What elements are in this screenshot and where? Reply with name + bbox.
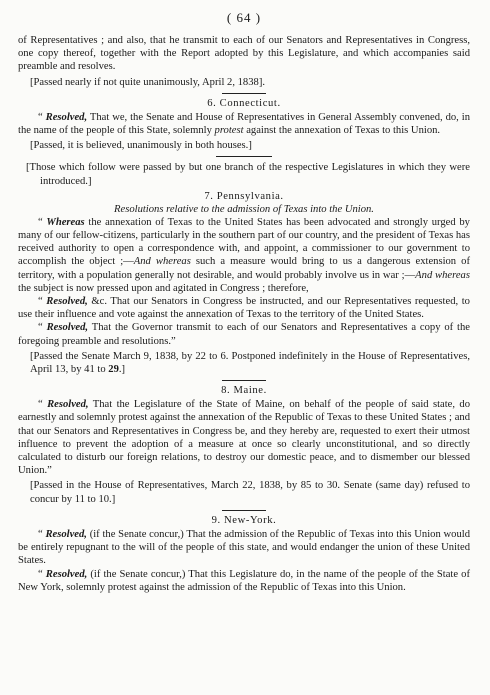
intro-paragraph: of Representatives ; and also, that he transmit to each of our Senators and Representatives in Congress, one copy thereof, together with the Report adopted by this Legislature, and which accompanies said preamble and resolves. (18, 35, 470, 73)
open-quote: “ (38, 322, 43, 334)
resolution-text: against the annexation of Texas to this Union. (243, 125, 441, 137)
note-text: [Passed the Senate March 9, 1838, by 22 to 6. Postponed indefinitely in the House of Representatives, April 13, by 41 to (30, 350, 470, 376)
note-text: .] (118, 364, 126, 376)
protest-word: protest (214, 125, 244, 137)
resolved-label: Resolved, (45, 528, 87, 540)
heading-connecticut: 6. Connecticut. (207, 97, 281, 109)
resolved-label: Resolved, (45, 111, 88, 123)
resolved-label: Resolved, (47, 399, 89, 411)
resolved-label: Resolved, (46, 322, 89, 334)
pennsylvania-preamble (18, 216, 470, 295)
preamble-text: such a measure would bring to us a dangerous extension of territory, with a population generally not desirable, and would probably involve us in war ;— (18, 256, 470, 281)
section-divider (222, 510, 266, 511)
maine-resolution (18, 398, 470, 477)
page-number: ( 64 ) (226, 10, 262, 25)
resolved-label: Resolved, (46, 296, 88, 308)
new-york-resolution-2 (18, 568, 470, 594)
resolution-text: (if the Senate concur,) That the admission of the Republic of Texas into this Union would be entirely repugnant to the will of the people of this state, and would endanger the union of these United States. (18, 528, 470, 567)
section-divider (216, 156, 272, 157)
heading-pennsylvania: 7. Pennsylvania. (204, 190, 284, 202)
and-whereas-label: And whereas (415, 269, 470, 281)
bracket-note: [Those which follow were passed by but one branch of the respective Legislatures in which they were introduced.] (26, 162, 470, 187)
section-divider (222, 380, 266, 381)
heading-maine: 8. Maine. (221, 385, 267, 397)
connecticut-resolution (18, 111, 470, 137)
intro-passage-note: [Passed nearly if not quite unanimously, April 2, 1838]. (30, 76, 265, 88)
resolution-text: &c. That our Senators in Congress be instructed, and our Representatives requested, to use their influence and vote against the annexation of Texas to the territory of the United States. (18, 296, 470, 321)
preamble-text: the subject is now pressed upon and agitated in Congress ; therefore, (18, 282, 309, 294)
open-quote: “ (38, 568, 43, 580)
preamble-text: the annexation of Texas to the United States has been advocated and strongly urged by many of our fellow-citizens, particularly in the southern part of our country, and the president of Texas has received authority to open a correspondence with, and appoint, a commissioner to our government to accomplish the object ;— (18, 216, 470, 268)
section-divider (222, 93, 266, 94)
resolution-text: That the Governor transmit to each of our Senators and Representatives a copy of the foregoing preamble and resolutions.” (18, 322, 470, 347)
new-york-resolution-1 (18, 528, 470, 568)
pennsylvania-passage-note (18, 350, 470, 376)
resolved-label: Resolved, (45, 568, 88, 580)
subheading-pennsylvania: Resolutions relative to the admission of Texas into the Union. (114, 203, 374, 215)
vote-count: 29 (108, 364, 119, 376)
whereas-word: whereas (155, 256, 191, 268)
pennsylvania-resolution-1 (18, 295, 470, 321)
open-quote: “ (38, 296, 43, 308)
resolution-text: (if the Senate concur,) That this Legislature do, in the name of the people of the State of New York, solemnly protest against the admission of the Republic of Texas into this Union. (18, 568, 470, 593)
open-quote: “ (38, 399, 43, 411)
pennsylvania-resolution-2 (18, 321, 470, 347)
resolution-text: That the Legislature of the State of Maine, on behalf of the people of said state, do earnestly and solemnly protest against the annexation of the Republic of Texas to these United States ; and that our Senators and Representatives in Congress be, and they hereby are, requested to exert their utmost influence to prevent the adoption of a measure at once so clearly unconstitutional, and so directly calculated to disturb our foreign relations, to destroy our domestic peace, and to dismember our blessed Union.” (18, 399, 470, 477)
heading-new-york: 9. New-York. (211, 514, 277, 526)
maine-passage-note: [Passed in the House of Representatives, March 22, 1838, by 85 to 30. Senate (same day) refused to concur by 11 to 10.] (30, 480, 470, 505)
whereas-label: Whereas (46, 216, 85, 228)
open-quote: “ (38, 216, 43, 228)
resolution-text: That we, the Senate and House of Representatives in General Assembly convened, do, in the name of the people of this State, solemnly (18, 111, 470, 137)
connecticut-passage-note: [Passed, it is believed, unanimously in both houses.] (30, 140, 252, 152)
open-quote: “ (38, 528, 43, 540)
open-quote: “ (38, 111, 43, 123)
and-label: And (133, 256, 151, 268)
